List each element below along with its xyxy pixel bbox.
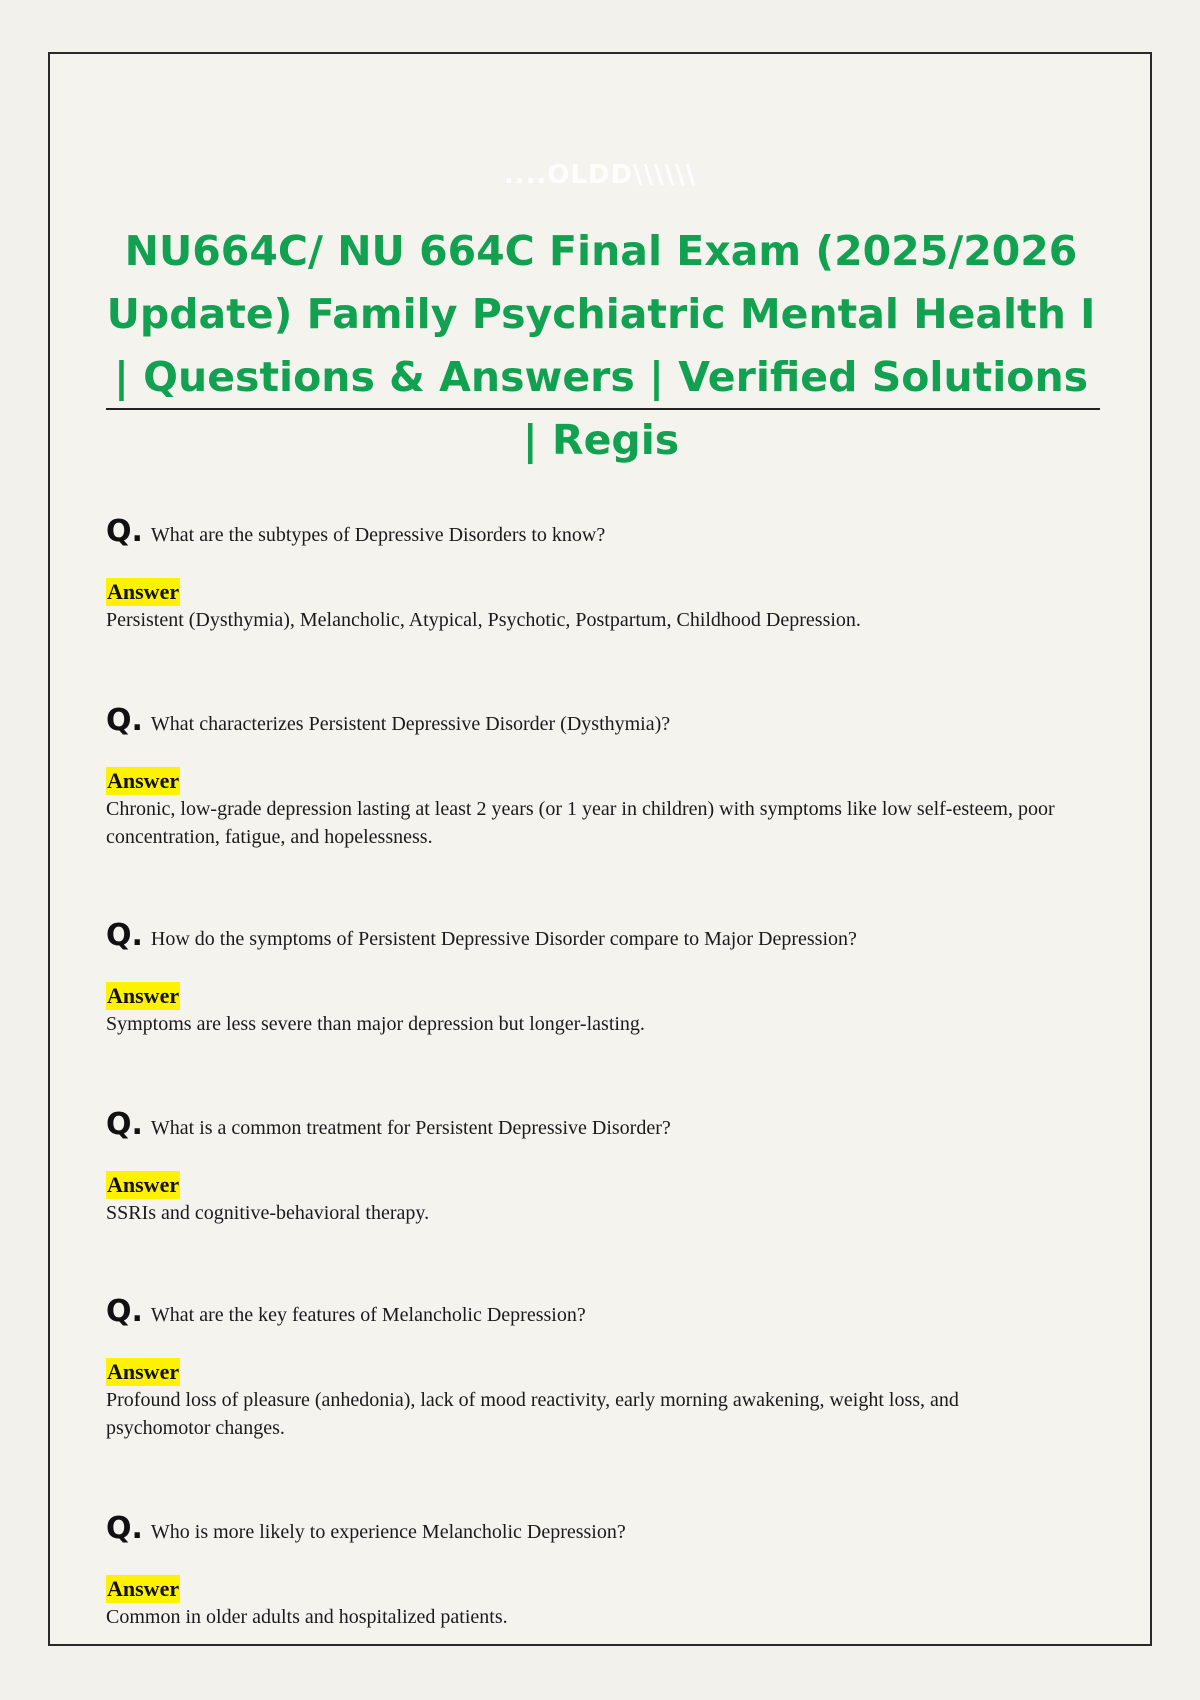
answer-text: Symptoms are less severe than major depression but longer-lasting. [106, 1013, 645, 1035]
question-marker: Q. [106, 918, 143, 953]
question-text: What are the key features of Melancholic Depression? [150, 1304, 586, 1326]
question-marker: Q. [106, 1294, 143, 1329]
document-title: NU664C/ NU 664C Final Exam (2025/2026 Update) Family Psychiatric Mental Health I | Questions & Answers | Verified Solutions | Regis [106, 227, 1096, 464]
question-text: Who is more likely to experience Melancholic Depression? [150, 1521, 626, 1543]
answer-label: Answer [107, 579, 180, 604]
question-marker: Q. [106, 703, 143, 738]
answer-label: Answer [107, 983, 180, 1008]
qa-item [106, 1511, 1096, 1631]
qa-item [106, 703, 1096, 851]
question-marker: Q. [106, 1511, 143, 1546]
answer-text: Chronic, low-grade depression lasting at least 2 years (or 1 year in children) with symptoms like low self-esteem, poor concentration, fatigue, and hopelessness. [106, 798, 1055, 848]
answer-label: Answer [107, 1172, 180, 1197]
answer-text: Common in older adults and hospitalized patients. [106, 1606, 508, 1628]
question-marker: Q. [106, 514, 143, 549]
question-text: What are the subtypes of Depressive Disorders to know? [150, 524, 606, 546]
question-text: How do the symptoms of Persistent Depressive Disorder compare to Major Depression? [150, 928, 857, 950]
qa-item [106, 514, 1096, 634]
answer-text: SSRIs and cognitive-behavioral therapy. [106, 1202, 430, 1224]
qa-item [106, 1107, 1096, 1227]
answer-label: Answer [107, 1359, 180, 1384]
question-text: What characterizes Persistent Depressive Disorder (Dysthymia)? [150, 713, 671, 735]
question-marker: Q. [106, 1107, 143, 1142]
answer-text: Profound loss of pleasure (anhedonia), lack of mood reactivity, early morning awakening, weight loss, and psychomotor changes. [106, 1389, 959, 1439]
answer-text: Persistent (Dysthymia), Melancholic, Atypical, Psychotic, Postpartum, Childhood Depression. [106, 609, 861, 631]
document-page [48, 52, 1152, 1646]
answer-label: Answer [107, 1576, 180, 1601]
answer-label: Answer [107, 768, 180, 793]
qa-item [106, 918, 1096, 1038]
watermark: ....OLDD\\\\\\ [503, 160, 697, 190]
title-divider [106, 408, 1100, 410]
question-text: What is a common treatment for Persistent Depressive Disorder? [150, 1117, 671, 1139]
qa-item [106, 1294, 1096, 1442]
